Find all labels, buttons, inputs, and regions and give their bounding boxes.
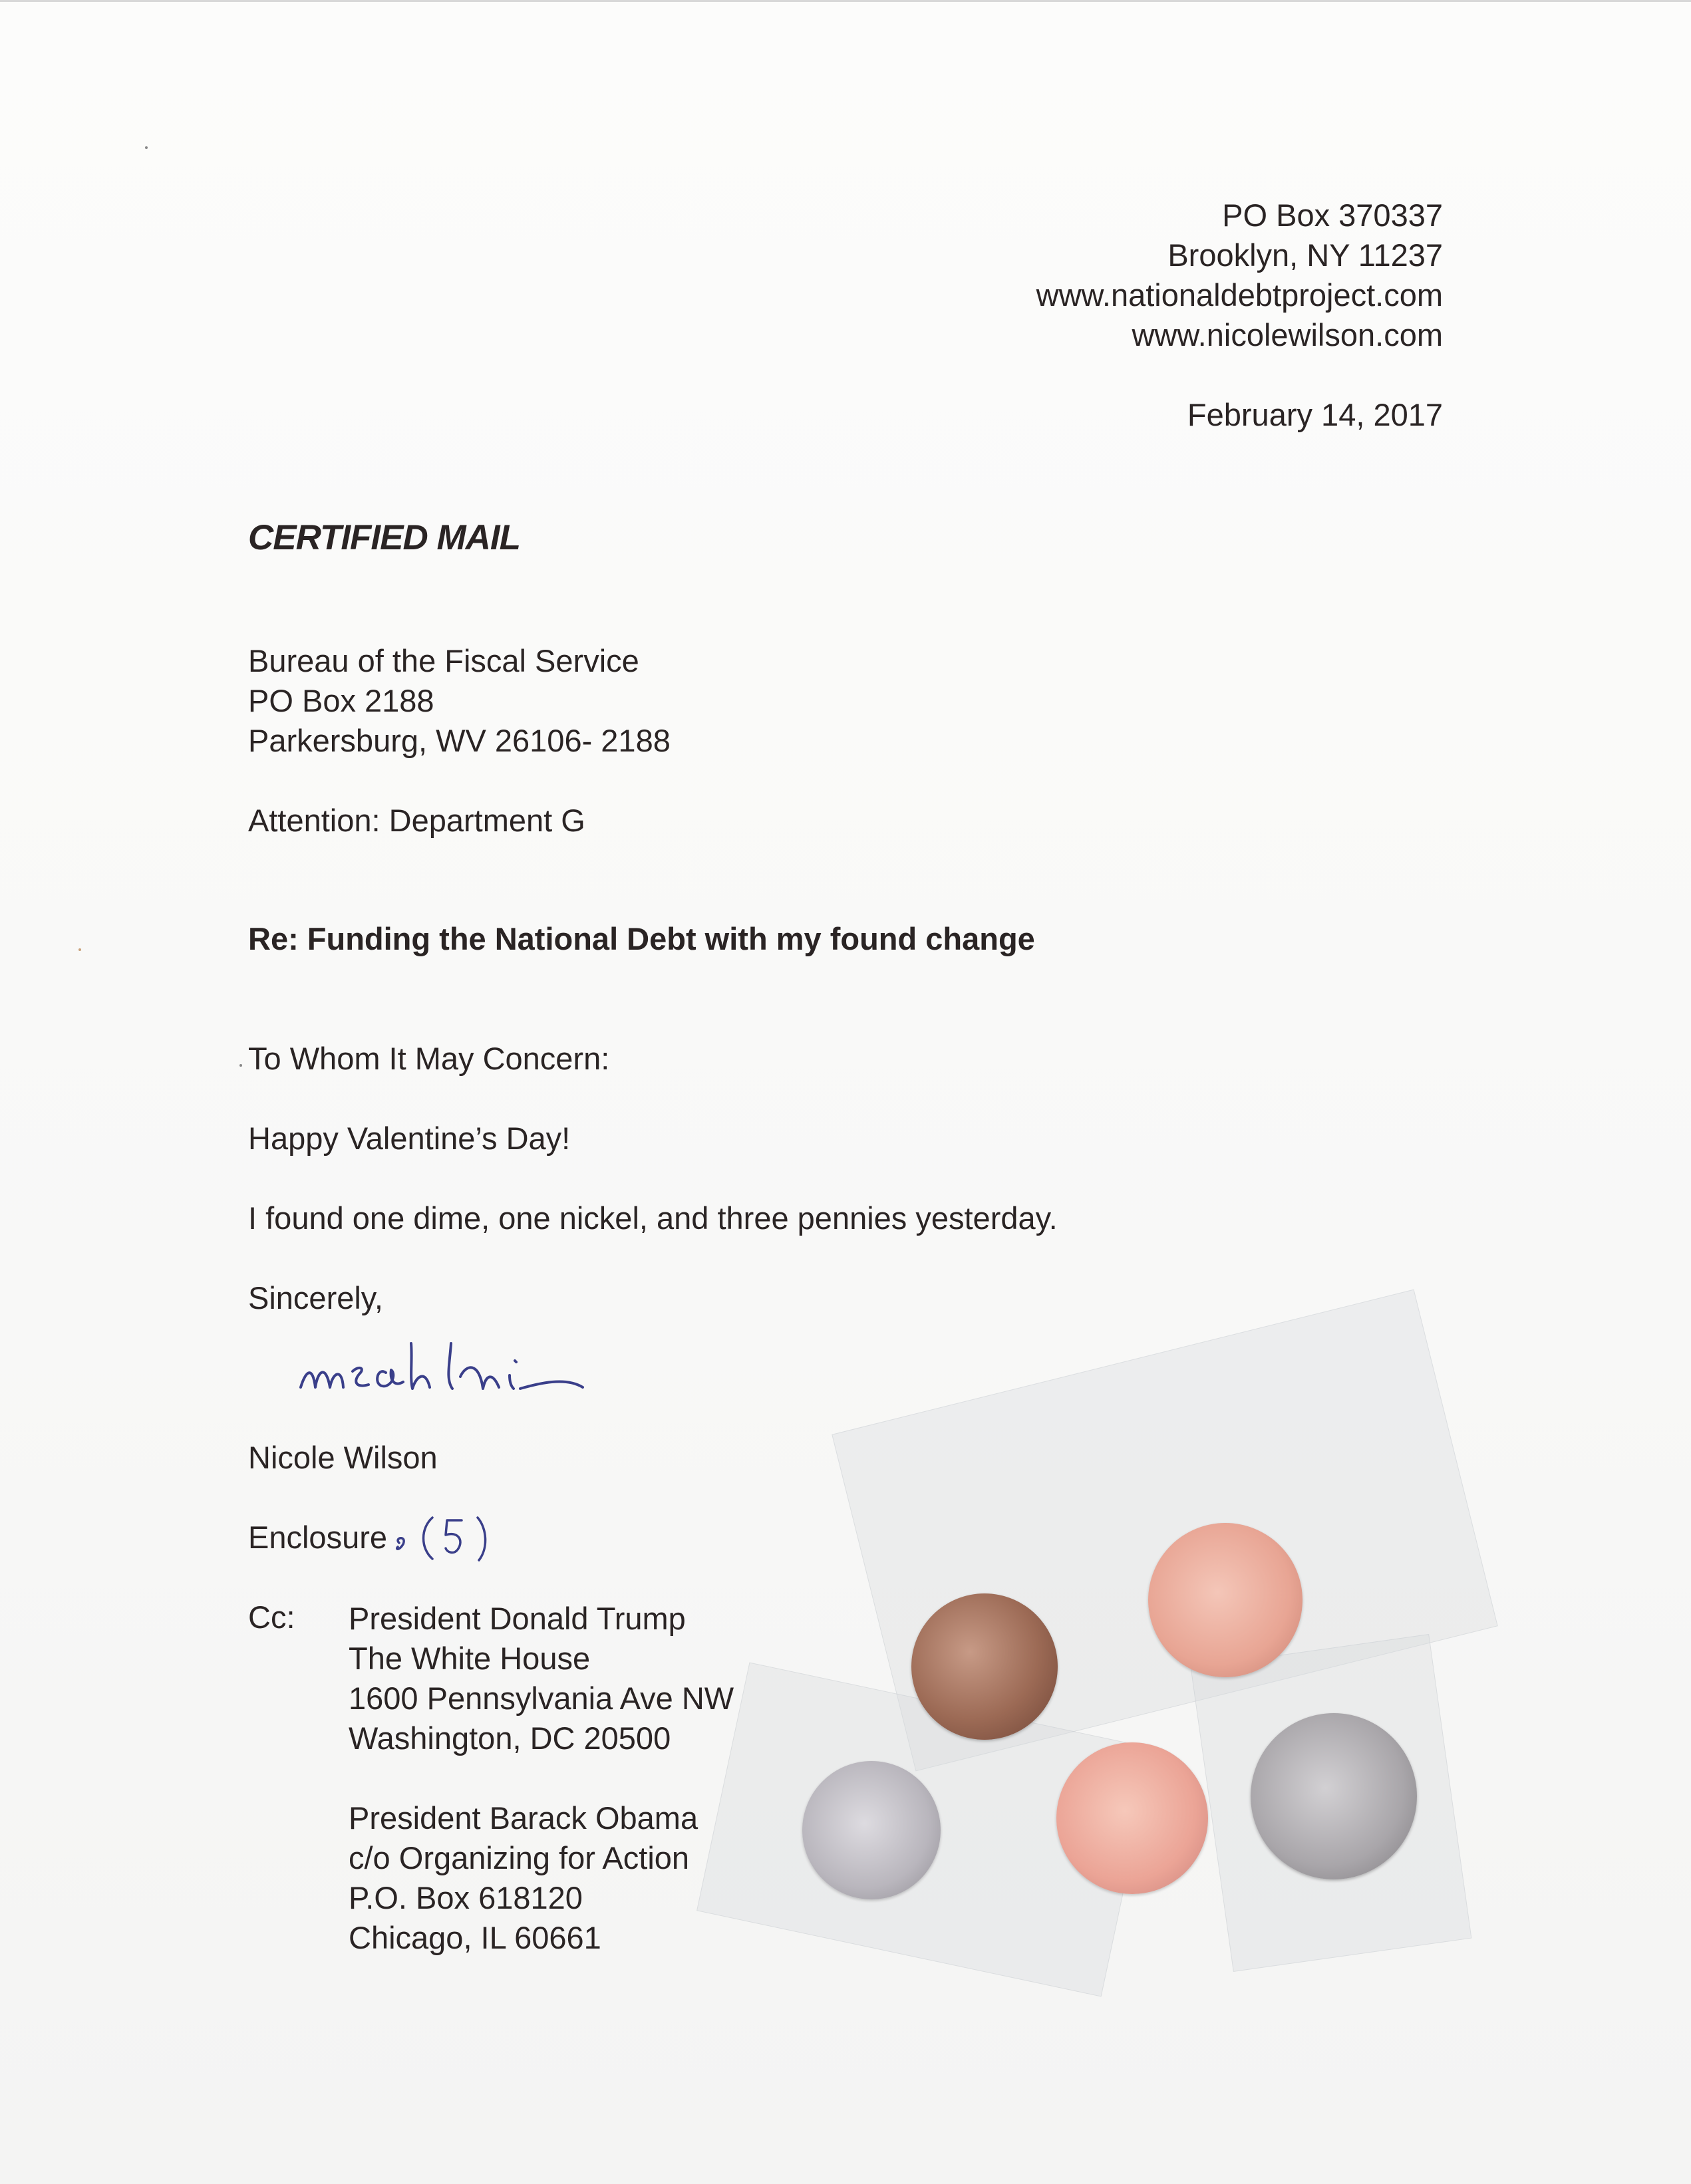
enclosures-label: Enclosure — [248, 1520, 387, 1555]
return-address-url: www.nationaldebtproject.com — [1036, 277, 1443, 313]
certified-mail-heading: CERTIFIED MAIL — [248, 518, 521, 557]
body-paragraph: I found one dime, one nickel, and three pennies yesterday. — [248, 1200, 1058, 1236]
paper-speck — [239, 1064, 242, 1067]
cc-recipient-line: The White House — [349, 1641, 591, 1676]
subject-line: Re: Funding the National Debt with my found change — [248, 921, 1035, 956]
recipient-line: PO Box 2188 — [248, 683, 434, 718]
cc-recipient-block — [349, 1599, 734, 1758]
return-address-line: PO Box 370337 — [1222, 198, 1443, 233]
handwritten-enclosure-count — [394, 1508, 527, 1562]
cc-recipient-line: Washington, DC 20500 — [349, 1720, 671, 1756]
cc-recipient-line: P.O. Box 618120 — [349, 1880, 583, 1915]
return-address-url: www.nicolewilson.com — [1132, 317, 1443, 352]
return-address — [1036, 196, 1443, 355]
return-address-line: Brooklyn, NY 11237 — [1167, 237, 1443, 273]
cc-label: Cc: — [248, 1599, 295, 1635]
recipient-address — [248, 641, 671, 761]
sender-name: Nicole Wilson — [248, 1440, 438, 1475]
cc-recipient-line: Chicago, IL 60661 — [349, 1920, 601, 1955]
handwritten-signature — [286, 1323, 712, 1417]
penny-coin — [1056, 1742, 1208, 1894]
nickel-coin — [1251, 1713, 1417, 1879]
body-paragraph: Happy Valentine’s Day! — [248, 1121, 571, 1156]
cc-recipient-block — [349, 1798, 698, 1958]
letter-date: February 14, 2017 — [1187, 397, 1443, 432]
recipient-line: Bureau of the Fiscal Service — [248, 643, 639, 678]
penny-coin — [1148, 1523, 1303, 1677]
cc-recipient-line: 1600 Pennsylvania Ave NW — [349, 1681, 734, 1716]
cc-recipient-line: c/o Organizing for Action — [349, 1840, 690, 1875]
paper-speck — [78, 948, 81, 951]
penny-coin — [911, 1593, 1058, 1740]
cc-recipient-line: President Barack Obama — [349, 1800, 698, 1836]
dime-coin — [802, 1761, 941, 1899]
paper-speck — [145, 146, 148, 149]
page-top-edge — [0, 0, 1691, 2]
cc-recipient-line: President Donald Trump — [349, 1601, 686, 1636]
recipient-line: Parkersburg, WV 26106- 2188 — [248, 723, 671, 758]
attention-line: Attention: Department G — [248, 803, 585, 838]
closing: Sincerely, — [248, 1280, 383, 1315]
salutation: To Whom It May Concern: — [248, 1041, 610, 1076]
